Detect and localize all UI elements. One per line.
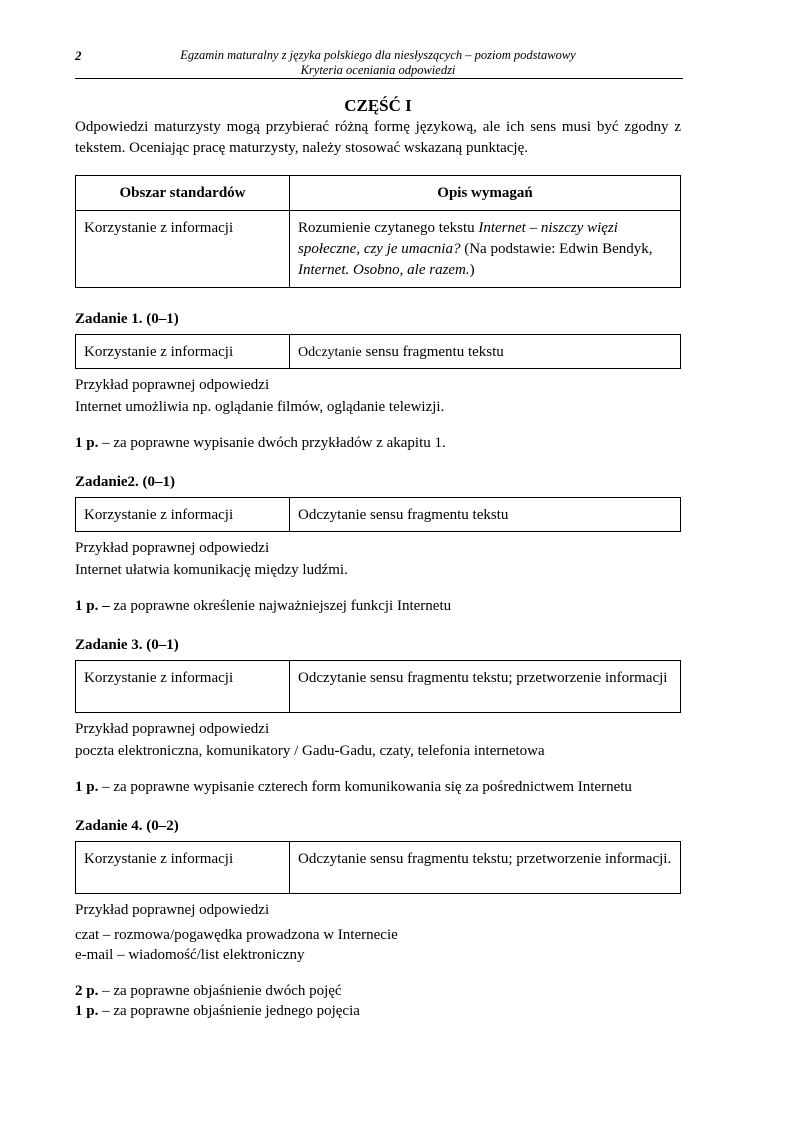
standards-table — [75, 175, 681, 288]
header-exam-title: Egzamin maturalny z języka polskiego dla niesłyszących – poziom podstawowy — [180, 48, 576, 62]
task-requirement-cell: Odczytanie sensu fragmentu tekstu; przetworzenie informacji. — [290, 842, 681, 894]
task-3 — [75, 635, 681, 797]
task-area-cell: Korzystanie z informacji — [76, 335, 290, 369]
task-requirement-cell: Odczytanie sensu fragmentu tekstu; przetworzenie informacji — [290, 661, 681, 713]
requirements-desc-cell — [290, 211, 681, 288]
score-text: za poprawne określenie najważniejszej funkcji Internetu — [109, 598, 452, 614]
score-points: 1 p. — [75, 779, 99, 795]
header-subtitle: Kryteria oceniania odpowiedzi — [300, 63, 456, 77]
page — [75, 0, 681, 1021]
desc-source-suffix: ) — [469, 262, 475, 278]
task-title: Zadanie 1. (0–1) — [75, 311, 179, 327]
task-title: Zadanie 4. (0–2) — [75, 818, 179, 834]
text-title: Internet – niszczy więzi społeczne, czy je umacnia? — [298, 220, 618, 257]
task-requirement-cell — [290, 335, 681, 369]
part-title: CZĘŚĆ I — [344, 96, 412, 115]
example-answer: e-mail – wiadomość/list elektroniczny — [75, 947, 305, 963]
task-1 — [75, 309, 681, 453]
task-area-cell: Korzystanie z informacji — [76, 498, 290, 532]
task-criteria-row — [76, 842, 681, 894]
task-title: Zadanie 3. (0–1) — [75, 637, 179, 653]
task-4 — [75, 816, 681, 1021]
task-title: Zadanie2. (0–1) — [75, 474, 176, 490]
task-criteria-row — [76, 335, 681, 369]
score-points: 1 p. — [75, 1003, 99, 1019]
task-criteria-table — [75, 334, 681, 369]
desc-source-prefix: (Na podstawie: Edwin Bendyk, — [460, 241, 653, 257]
standards-col-header: Obszar standardów — [76, 176, 290, 211]
score-text: – za poprawne objaśnienie jednego pojęcia — [98, 1003, 360, 1019]
standards-table-row — [76, 211, 681, 288]
requirement-rest: sensu fragmentu tekstu — [361, 344, 504, 360]
example-answer: poczta elektroniczna, komunikatory / Gadu-Gadu, czaty, telefonia internetowa — [75, 743, 545, 759]
task-requirement-cell: Odczytanie sensu fragmentu tekstu — [290, 498, 681, 532]
example-label: Przykład poprawnej odpowiedzi — [75, 721, 270, 737]
example-label: Przykład poprawnej odpowiedzi — [75, 540, 270, 556]
score-points: 1 p. – — [75, 598, 110, 614]
score-text: – za poprawne wypisanie czterech form komunikowania się za pośrednictwem Internetu — [98, 779, 632, 795]
example-answer: czat – rozmowa/pogawędka prowadzona w Internecie — [75, 927, 398, 943]
requirement-word: Odczytanie — [298, 345, 362, 360]
example-label: Przykład poprawnej odpowiedzi — [75, 902, 270, 918]
score-points: 1 p. — [75, 435, 99, 451]
source-title: Internet. Osobno, ale razem. — [298, 262, 470, 278]
task-2 — [75, 472, 681, 616]
example-answer: Internet ułatwia komunikację między ludźmi. — [75, 562, 348, 578]
score-line — [75, 981, 681, 1001]
desc-prefix: Rozumienie czytanego tekstu — [298, 220, 479, 236]
score-line — [75, 777, 681, 797]
standards-area-cell: Korzystanie z informacji — [76, 211, 290, 288]
requirements-col-header: Opis wymagań — [290, 176, 681, 211]
score-line — [75, 433, 681, 453]
task-criteria-row — [76, 661, 681, 713]
page-number: 2 — [75, 48, 82, 63]
score-text: – za poprawne wypisanie dwóch przykładów z akapitu 1. — [98, 435, 446, 451]
score-text: – za poprawne objaśnienie dwóch pojęć — [98, 983, 342, 999]
score-line — [75, 596, 681, 616]
running-header — [75, 0, 681, 80]
standards-table-header-row — [76, 176, 681, 211]
intro-paragraph: Odpowiedzi maturzysty mogą przybierać różną formę językową, ale ich sens musi być zgodny z tekstem. Oceniając pracę maturzysty, należy stosować wskazaną punktację. — [75, 119, 681, 156]
task-area-cell: Korzystanie z informacji — [76, 842, 290, 894]
example-answer: Internet umożliwia np. oglądanie filmów, oglądanie telewizji. — [75, 399, 445, 415]
example-label: Przykład poprawnej odpowiedzi — [75, 377, 270, 393]
task-criteria-table — [75, 660, 681, 713]
score-line — [75, 1001, 681, 1021]
task-criteria-row — [76, 498, 681, 532]
task-area-cell: Korzystanie z informacji — [76, 661, 290, 713]
task-criteria-table — [75, 497, 681, 532]
task-criteria-table — [75, 841, 681, 894]
score-points: 2 p. — [75, 983, 99, 999]
header-rule — [75, 78, 683, 79]
